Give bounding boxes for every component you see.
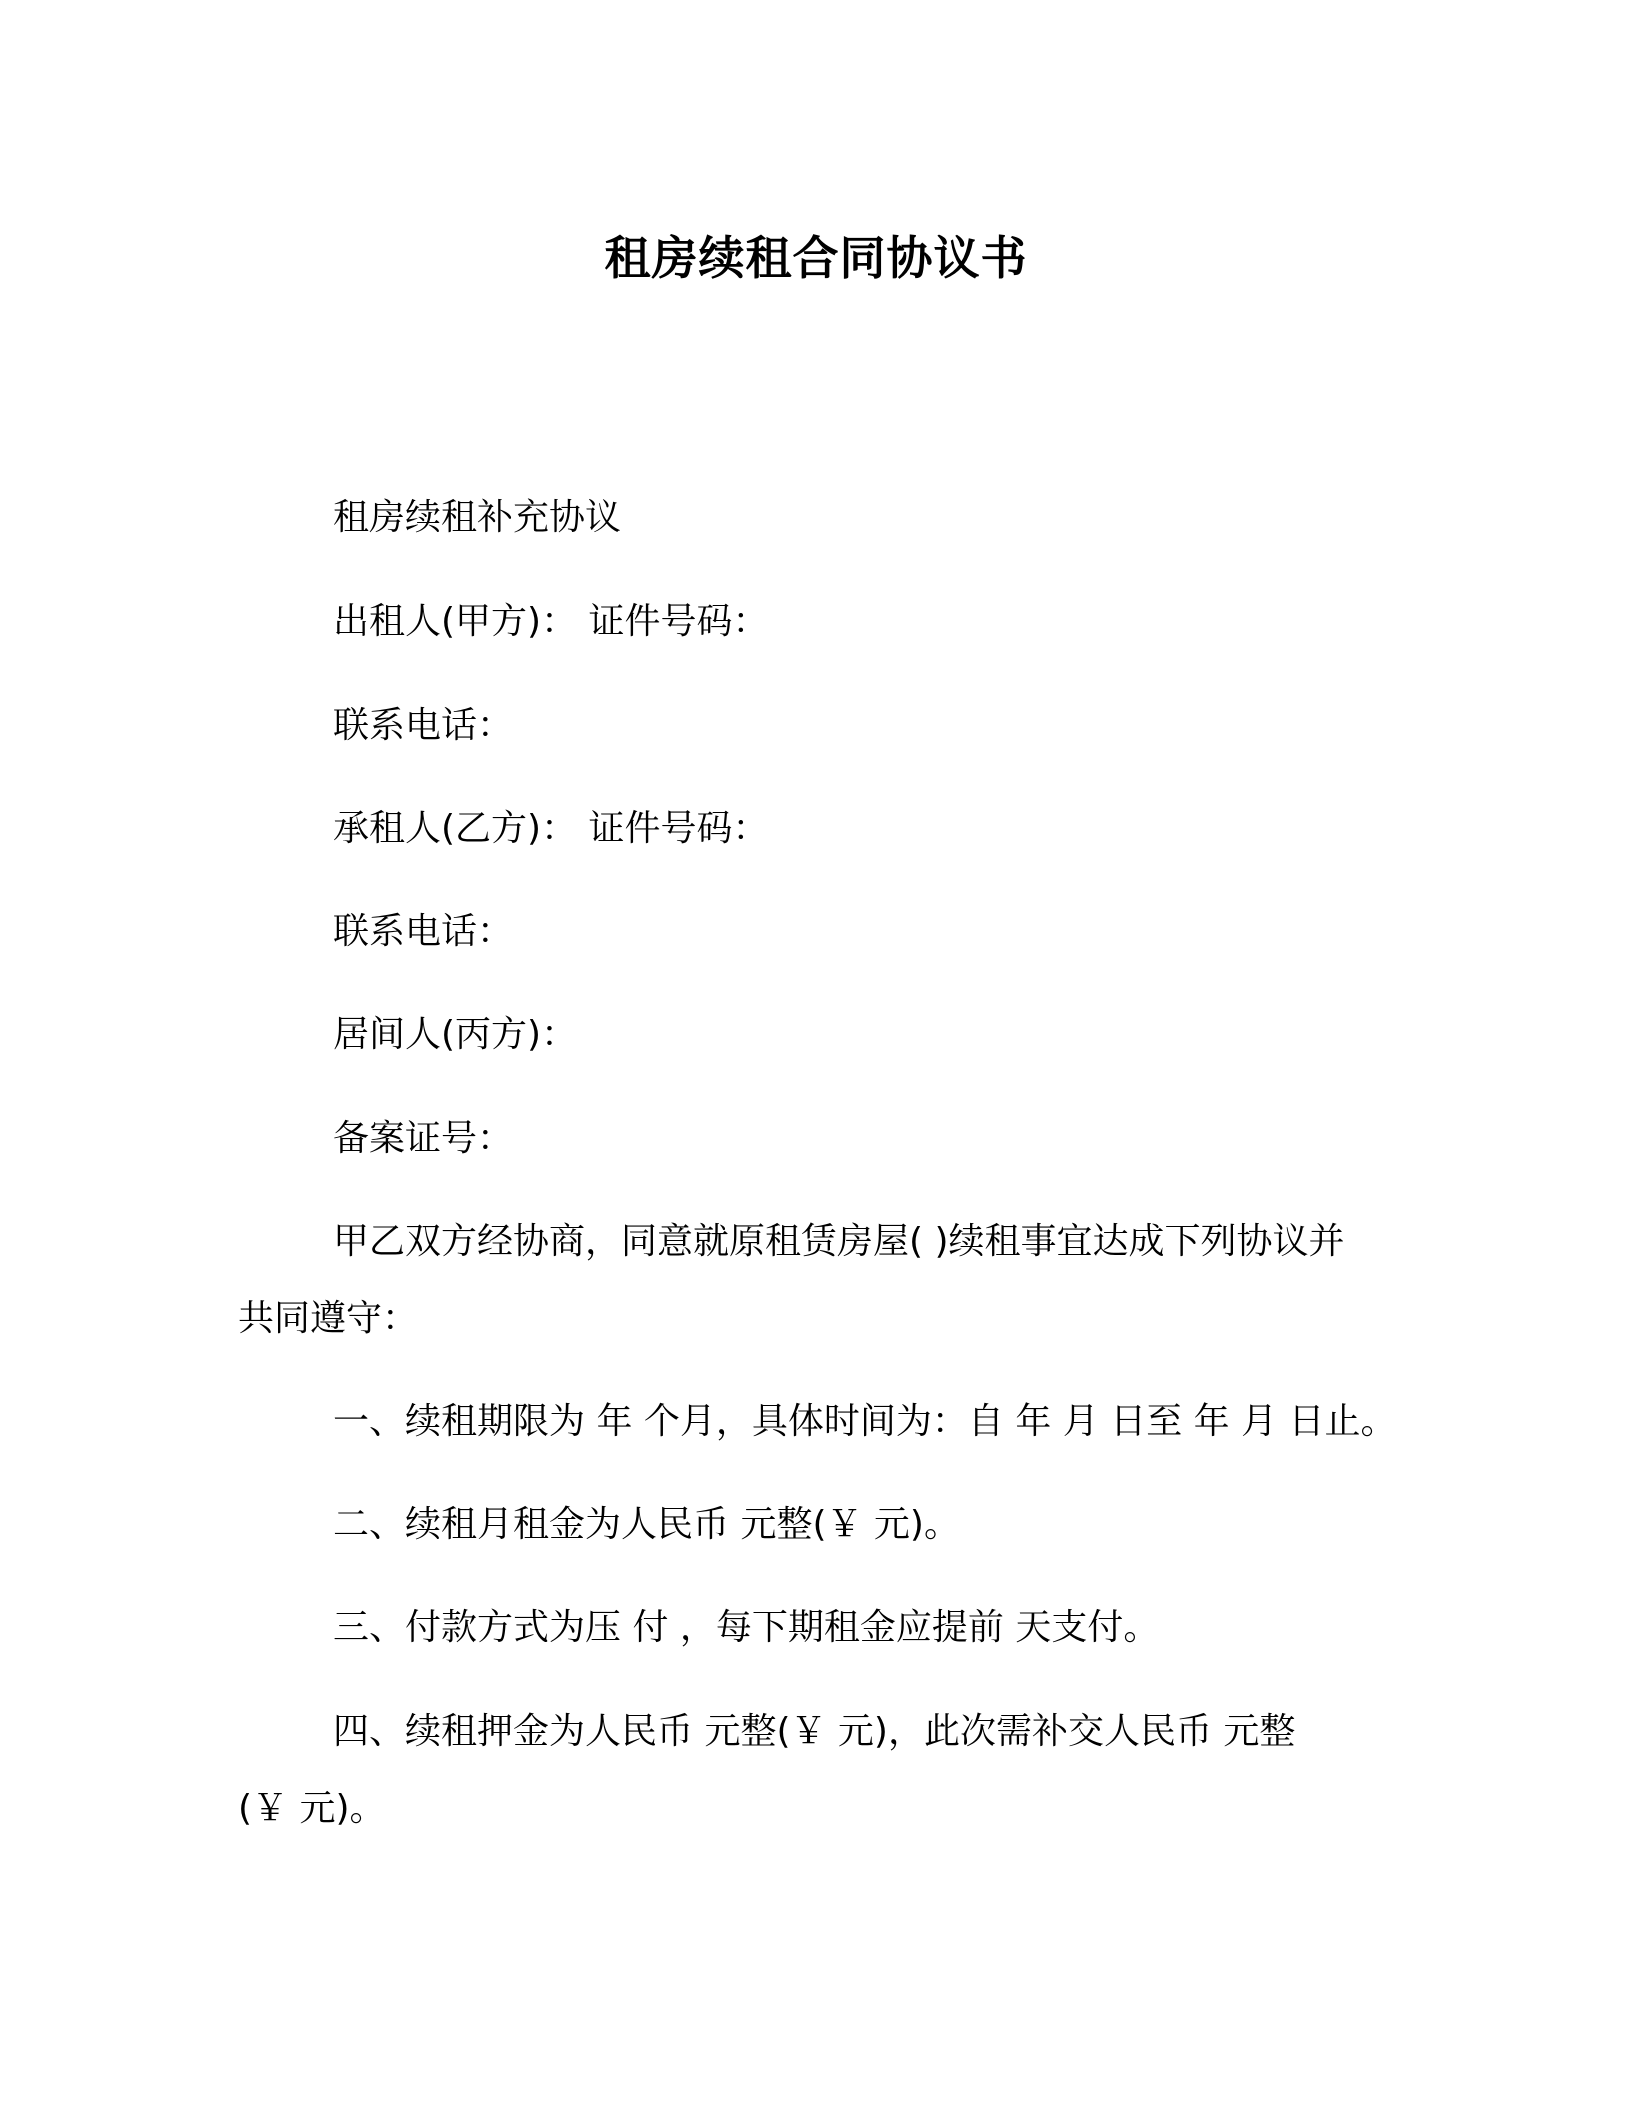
landlord-phone-line: 联系电话： <box>333 705 514 746</box>
registration-number-line: 备案证号： <box>333 1118 514 1159</box>
agent-line: 居间人(丙方)： <box>333 1014 578 1055</box>
preamble-line-2: 共同遵守： <box>238 1298 419 1339</box>
tenant-phone-line: 联系电话： <box>333 911 514 952</box>
tenant-line: 承租人(乙方)： 证件号码： <box>333 808 769 849</box>
agreement-subtitle: 租房续租补充协议 <box>333 497 622 538</box>
clause-3: 三、付款方式为压 付 ，每下期租金应提前 天支付。 <box>333 1607 1160 1648</box>
clause-4-line-1: 四、续租押金为人民币 元整(￥ 元)，此次需补交人民币 元整 <box>333 1711 1296 1752</box>
clause-2: 二、续租月租金为人民币 元整(￥ 元)。 <box>333 1504 960 1545</box>
document-title: 租房续租合同协议书 <box>604 231 1028 285</box>
clause-4-line-2: (￥ 元)。 <box>238 1788 386 1829</box>
landlord-line: 出租人(甲方)： 证件号码： <box>333 601 769 642</box>
clause-1: 一、续租期限为 年 个月，具体时间为：自 年 月 日至 年 月 日止。 <box>333 1401 1397 1442</box>
preamble-line-1: 甲乙双方经协商，同意就原租赁房屋( )续租事宜达成下列协议并 <box>333 1221 1345 1262</box>
